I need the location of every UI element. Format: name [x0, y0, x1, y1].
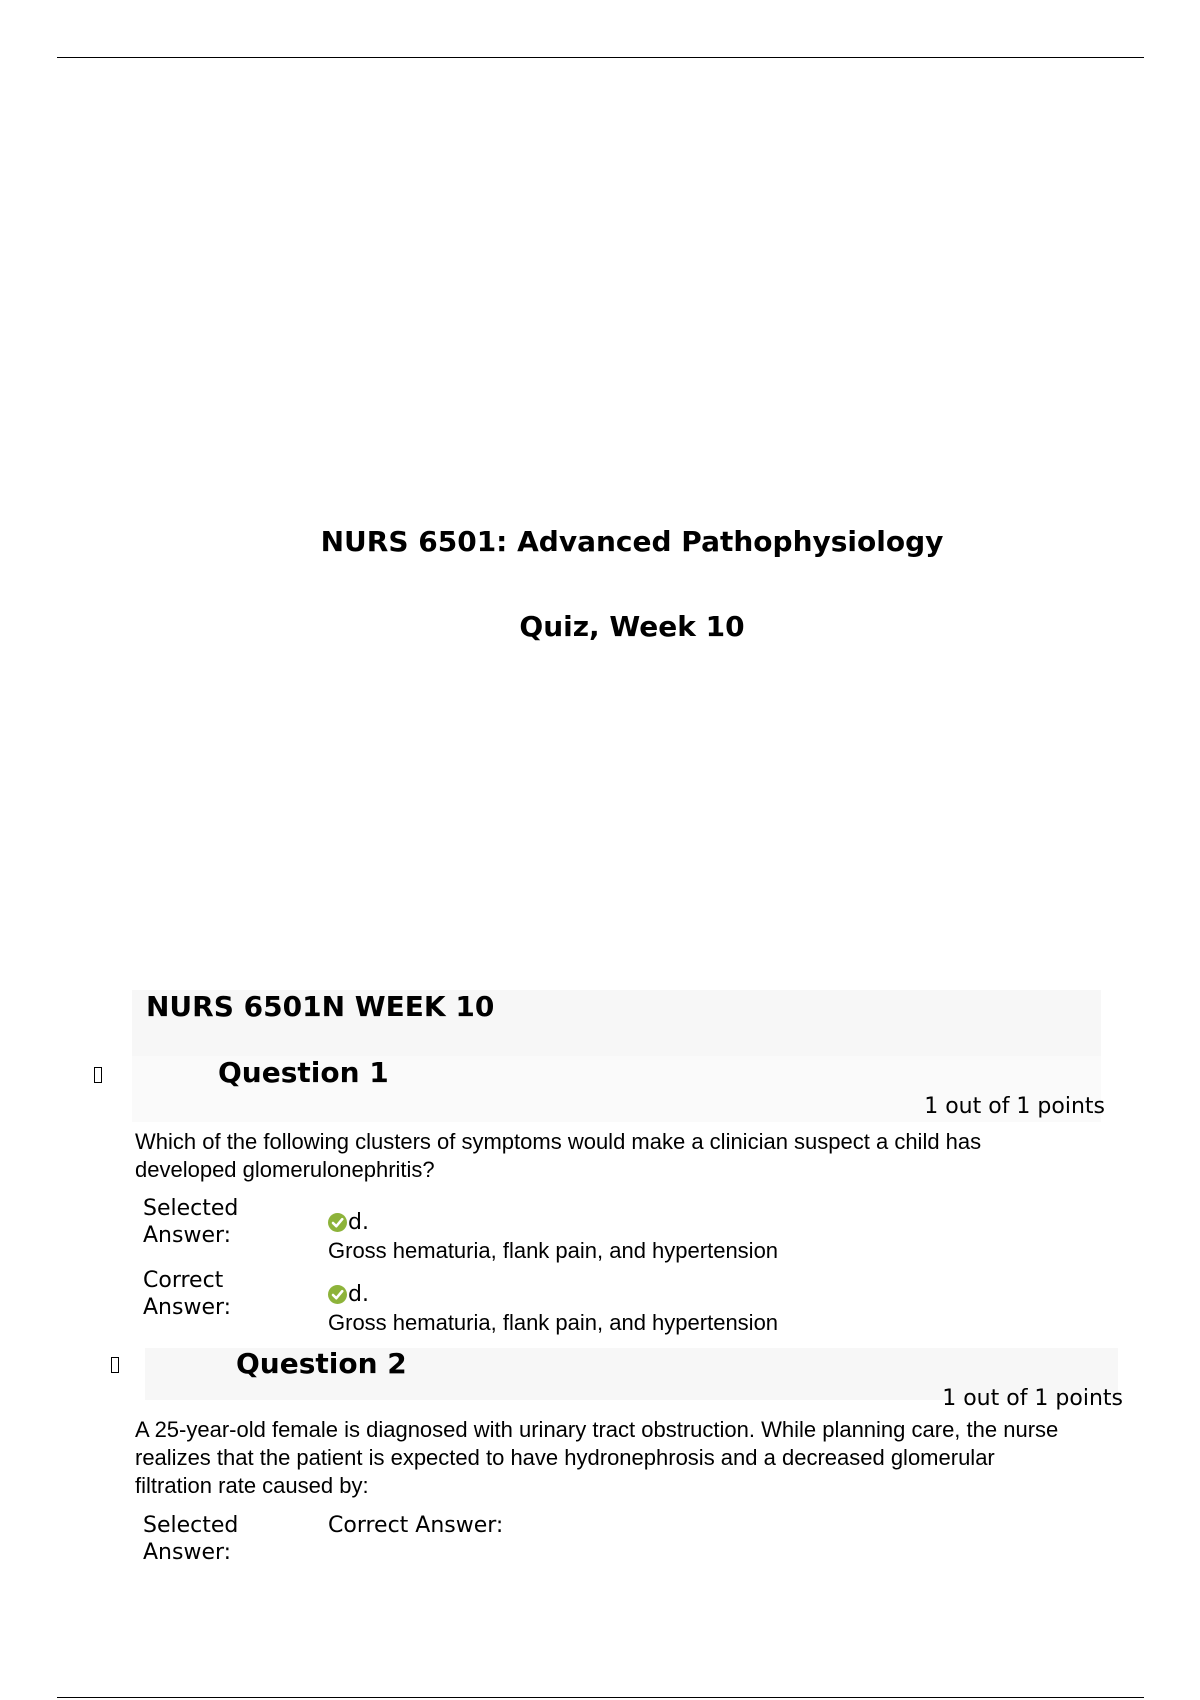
question-1-correct-letter: d.	[348, 1281, 369, 1307]
question-1-points: 1 out of 1 points	[924, 1094, 1105, 1119]
question-2-title: Question 2	[236, 1347, 407, 1380]
question-2-correct-answer-label: Correct Answer:	[328, 1513, 504, 1538]
section-heading: NURS 6501N WEEK 10	[146, 990, 495, 1023]
question-1-selected-answer	[328, 1208, 1108, 1266]
question-1-title: Question 1	[218, 1056, 389, 1089]
question-2-text: A 25-year-old female is diagnosed with urinary tract obstruction. While planning care, the nurse realizes that the patient is expected to have hydronephrosis and a decreased glomerular filtration rate caused by:	[135, 1417, 1059, 1498]
question-2-points: 1 out of 1 points	[942, 1386, 1123, 1411]
question-1-correct-answer-label: Correct Answer:	[143, 1268, 232, 1320]
document-title: NURS 6501: Advanced Pathophysiology	[320, 525, 944, 558]
question-1-selected-text: Gross hematuria, flank pain, and hypertension	[328, 1238, 779, 1263]
question-1-text: Which of the following clusters of symptoms would make a clinician suspect a child has developed glomerulonephritis?	[135, 1129, 982, 1182]
question-1-correct-answer	[328, 1280, 1108, 1338]
bottom-rule	[57, 1697, 1144, 1698]
check-icon	[328, 1213, 347, 1232]
check-icon	[328, 1285, 347, 1304]
document-subtitle: Quiz, Week 10	[519, 610, 745, 643]
question-1-selected-answer-label: Selected Answer:	[143, 1196, 239, 1248]
question-2-selected-answer-label: Selected Answer:	[143, 1513, 239, 1565]
top-rule	[57, 57, 1144, 58]
question-2-marker-icon	[111, 1357, 119, 1373]
question-1-marker-icon	[94, 1067, 102, 1083]
question-1-selected-letter: d.	[348, 1209, 369, 1235]
question-1-correct-text: Gross hematuria, flank pain, and hypertension	[328, 1310, 779, 1335]
